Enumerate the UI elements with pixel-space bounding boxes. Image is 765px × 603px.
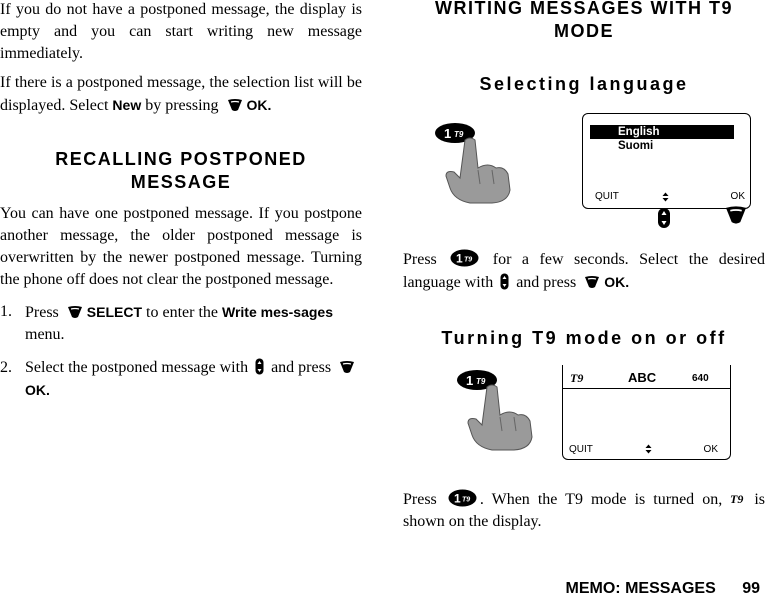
right-column [403,0,765,96]
subheading-t9-on-off: Turning T9 mode on or off [441,328,727,348]
subheading-selecting-language: Selecting language [479,74,689,94]
paragraph-postponed-info: You can have one postponed message. If you postpone another message, the older postponed message is overwritten by the newer postponed message. Turning the phone off does not clear the postponed message. [0,205,362,288]
paragraph-no-postponed: If you do not have a postponed message, the display is empty and you can start writing new message immediately. [0,1,362,62]
svg-text:T9: T9 [454,130,464,139]
svg-text:T9: T9 [476,377,486,386]
paragraph-select-language: Press 1 T9 for a few seconds. Select the desired language with and press OK. [403,251,765,291]
t9-mode-display [562,365,731,460]
ok-softkey-label: OK [730,191,745,202]
pressing-finger-icon [452,357,542,452]
svg-text:1: 1 [444,126,452,141]
selection-key-icon [66,305,84,319]
svg-text:T9: T9 [730,492,744,506]
t9-indicator-icon [730,492,746,506]
character-counter: 640 [692,373,709,384]
t9-indicator-icon [569,371,587,385]
section-title: MEMO: MESSAGES [565,580,716,597]
paragraph-t9-toggle: Press 1 T9 . When the T9 mode is turned on, T9 is shown on the display. [403,491,765,530]
svg-text:T9: T9 [464,256,473,264]
svg-text:1: 1 [456,251,463,266]
list-item: 2. Select the postponed message with and press OK. [0,357,362,402]
language-selection-display [582,113,751,209]
section-heading-recalling: RECALLING POSTPONED MESSAGE [55,149,307,192]
quit-softkey-label: QUIT [569,444,593,455]
svg-text:T9: T9 [461,496,471,504]
pressing-finger-icon [430,110,520,205]
new-option-label: New [112,97,142,113]
status-divider [563,388,730,389]
ok-softkey-label: OK [703,444,718,455]
language-option: Suomi [618,140,654,152]
scroll-key-icon [657,207,671,229]
page-footer [566,580,760,598]
quit-softkey-label: QUIT [595,191,619,202]
language-option-selected: English [590,125,734,139]
one-t9-key-icon [448,489,477,507]
svg-text:1: 1 [453,491,461,506]
svg-text:T9: T9 [570,371,584,385]
one-t9-key-icon [450,249,479,267]
selection-key-icon [338,360,356,374]
section-heading-t9: WRITING MESSAGES WITH T9 MODE [434,0,733,41]
selection-key-icon [583,275,601,289]
scroll-arrows-icon [645,444,652,454]
scroll-arrows-icon [662,192,669,202]
list-item: 1. Press SELECT to enter the Write mes-sages menu. [0,303,333,343]
scroll-key-icon [255,358,264,375]
scroll-key-icon [500,273,509,290]
selection-key-icon [226,98,244,112]
page-number: 99 [742,580,760,597]
selection-key-icon [722,205,750,225]
left-column [0,0,362,402]
input-mode-indicator: ABC [628,370,657,385]
paragraph-postponed-exists: If there is a postponed message, the selection list will be displayed. Select New by pressing OK. [0,74,362,114]
write-messages-menu-label: Write mes-sages [221,304,333,320]
svg-text:1: 1 [466,373,474,388]
